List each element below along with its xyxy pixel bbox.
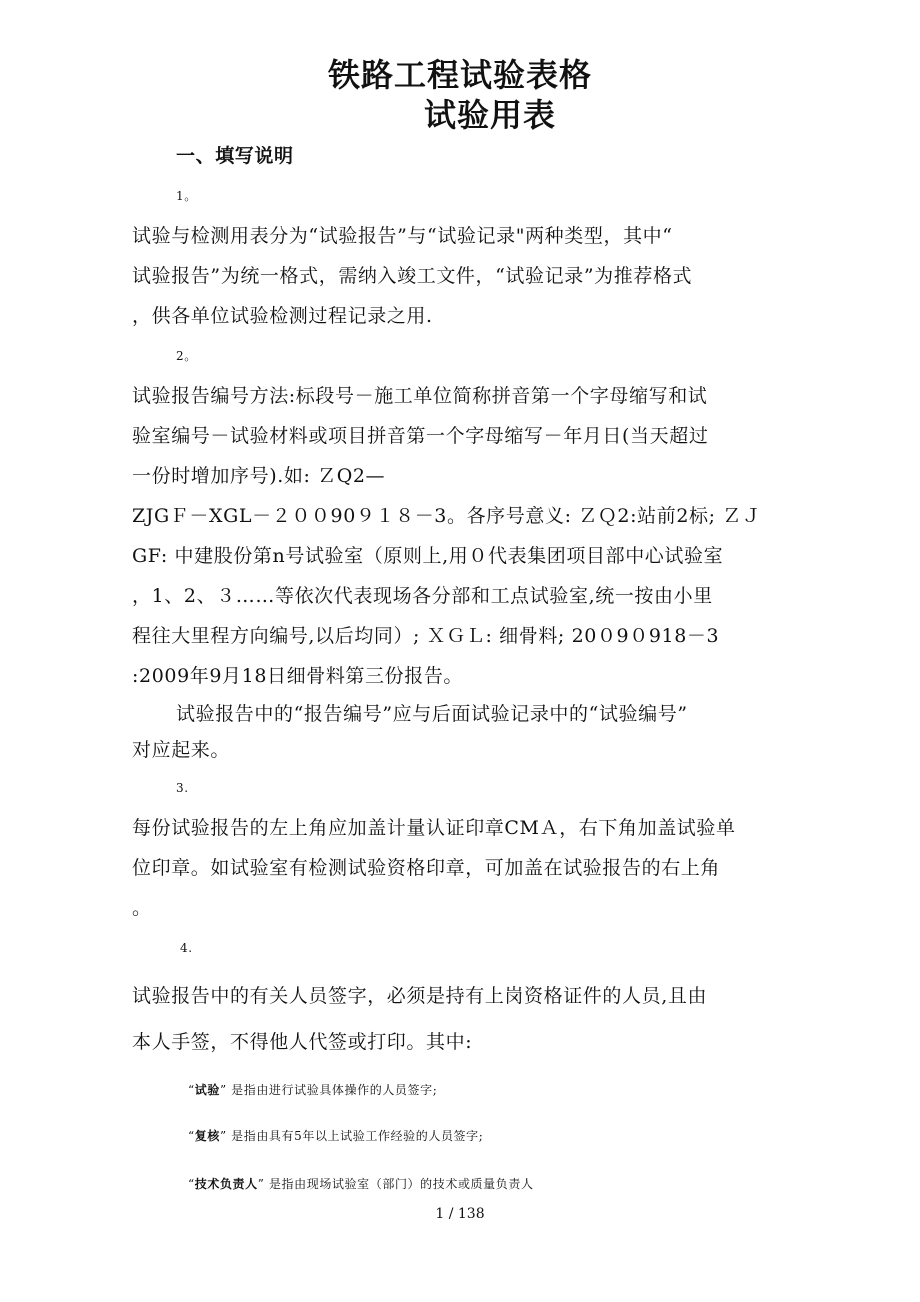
quote-close: ” [219,1083,227,1097]
paragraph-line: 一份时增加序号).如: ＺQ2— [132,465,386,487]
paragraph-line: 每份试验报告的左上角应加盖计量认证印章CMＡ，右下角加盖试验单 [132,817,736,839]
paragraph-line: GF: 中建股份第n号试验室（原则上,用０代表集团项目部中心试验室 [132,545,724,567]
page-number: 1 / 138 [435,1206,485,1222]
role-definition [188,1172,848,1196]
paragraph-line: 。 [132,897,152,919]
paragraph-line: 试验报告编号方法:标段号－施工单位简称拼音第一个字母缩写和试 [132,385,708,407]
document-subtitle: 试验用表 [423,96,556,134]
paragraph-line: :2009年9月18日细骨料第三份报告。 [132,665,464,687]
paragraph-line: ZJGＦ－XGL－２００90９１８－3。各序号意义: ＺＱ2:站前2标; ＺＪ [132,505,762,527]
quote-open: “ [188,1083,195,1097]
paragraph-line: 验室编号－试验材料或项目拼音第一个字母缩写－年月日(当天超过 [132,425,709,447]
quote-close: ” [219,1129,227,1143]
role-definition [188,1078,848,1102]
paragraph-line: 程往大里程方向编号,以后均同）; ＸＧＬ: 细骨料; 20０9０918－3 [132,625,720,647]
role-term: 复核 [194,1129,220,1143]
role-description: 是指由具有5年以上试验工作经验的人员签字; [231,1129,484,1143]
item-number: 2。 [176,349,197,363]
paragraph-line: 本人手签，不得他人代签或打印。其中: [132,1031,473,1053]
paragraph-line: 试验与检测用表分为“试验报告”与“试验记录"两种类型，其中“ [132,225,673,247]
role-description: 是指由现场试验室（部门）的技术或质量负责人 [268,1177,534,1191]
paragraph-line: 试验报告中的有关人员签字，必须是持有上岗资格证件的人员,且由 [132,985,708,1007]
role-description: 是指由进行试验具体操作的人员签字; [231,1083,438,1097]
item-number: 4. [180,941,193,955]
section-heading: 一、填写说明 [176,145,294,167]
role-term: 技术负责人 [194,1177,258,1191]
paragraph-line: 试验报告”为统一格式，需纳入竣工文件，“试验记录”为推荐格式 [132,265,693,287]
paragraph-line: ，1、2、３……等依次代表现场各分部和工点试验室,统一按由小里 [132,585,713,607]
document-title: 铁路工程试验表格 [327,56,592,94]
paragraph-line: 试验报告中的“报告编号”应与后面试验记录中的“试验编号” [176,703,688,725]
quote-open: “ [188,1177,195,1191]
item-number: 1。 [176,189,197,203]
paragraph-line: 位印章。如试验室有检测试验资格印章，可加盖在试验报告的右上角 [132,857,721,879]
role-term: 试验 [194,1083,220,1097]
quote-close: ” [257,1177,265,1191]
quote-open: “ [188,1129,195,1143]
role-definition [188,1124,848,1148]
paragraph-line: 对应起来。 [132,739,231,761]
paragraph-line: ，供各单位试验检测过程记录之用. [132,305,433,327]
item-number: 3. [176,781,189,795]
